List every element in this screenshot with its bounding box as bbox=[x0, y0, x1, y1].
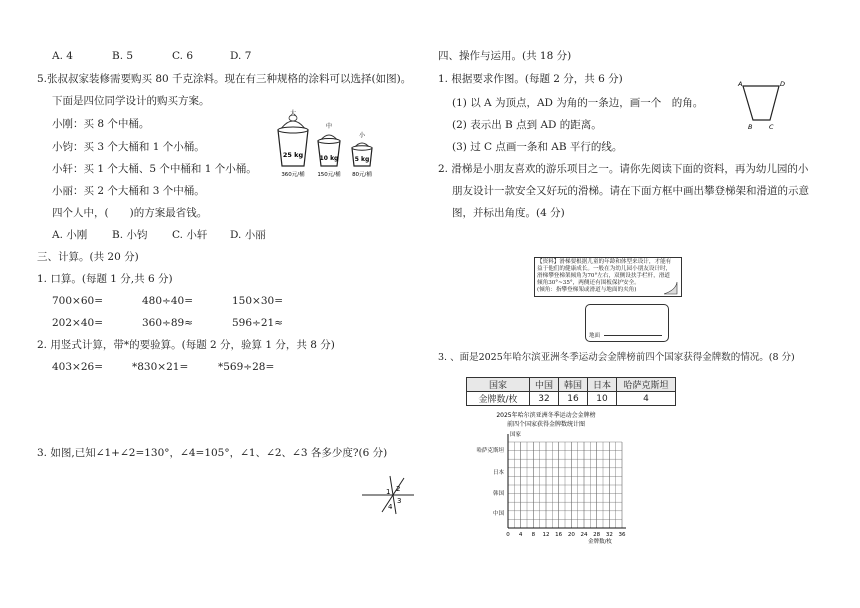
q5-question: 四个人中，( )的方案最省钱。 bbox=[52, 207, 208, 219]
vertical-item: *830×21= bbox=[132, 361, 189, 373]
ground-line bbox=[604, 335, 662, 336]
svg-text:3: 3 bbox=[397, 497, 402, 505]
paint-buckets-figure bbox=[270, 108, 388, 180]
oral-item: 202×40= bbox=[52, 317, 103, 329]
svg-text:小: 小 bbox=[358, 132, 366, 139]
q4-option-c: C. 6 bbox=[172, 50, 194, 62]
svg-text:D: D bbox=[780, 80, 786, 88]
oral-item: 150×30= bbox=[232, 295, 283, 307]
table-header-cell: 国家 bbox=[467, 378, 530, 392]
q5-plan-1: 小刚：买 8 个中桶。 bbox=[52, 118, 150, 130]
table-cell: 4 bbox=[617, 392, 676, 406]
oral-item: 480÷40= bbox=[142, 295, 193, 307]
svg-text:5 kg: 5 kg bbox=[354, 156, 370, 163]
tick-label: 16 bbox=[555, 532, 563, 538]
category-label: 日本 bbox=[492, 470, 504, 476]
oral-item: 360÷89≈ bbox=[142, 317, 193, 329]
drawing-task-3: (3) 过 C 点画一条和 AB 平行的线。 bbox=[452, 141, 623, 153]
q5-option-b: B. 小钧 bbox=[112, 229, 148, 241]
drawing-task-1: (1) 以 A 为顶点，AD 为角的一条边，画一个 的角。 bbox=[452, 97, 704, 109]
note-line: 【资料】滑梯要根据儿童的年龄和体型来设计，才能有 bbox=[537, 259, 672, 265]
chart-xlabel: 金牌数/枚 bbox=[588, 539, 612, 545]
q5-option-c: C. 小轩 bbox=[172, 229, 208, 241]
table-cell: 32 bbox=[530, 392, 559, 406]
q5-plan-3: 小轩：买 1 个大桶、5 个中桶和 1 个小桶。 bbox=[52, 163, 257, 175]
q5-plan-2: 小钧：买 3 个大桶和 1 个小桶。 bbox=[52, 141, 205, 153]
category-label: 韩国 bbox=[492, 491, 504, 497]
table-header-cell: 哈萨克斯坦 bbox=[617, 378, 676, 392]
slide-drawing-box[interactable] bbox=[585, 304, 669, 342]
slide-task-line-3: 图，并标出角度。(4 分) bbox=[452, 207, 565, 219]
svg-text:中: 中 bbox=[325, 123, 333, 130]
table-header-cell: 韩国 bbox=[559, 378, 588, 392]
vertical-item: *569÷28= bbox=[218, 361, 275, 373]
q4-option-d: D. 7 bbox=[230, 50, 252, 62]
oral-item: 596÷21≈ bbox=[232, 317, 283, 329]
svg-text:A: A bbox=[738, 80, 743, 88]
bucket-small bbox=[352, 131, 372, 178]
table-header-cell: 日本 bbox=[588, 378, 617, 392]
tick-label: 12 bbox=[542, 532, 550, 538]
table-row bbox=[467, 392, 676, 406]
trapezoid-figure bbox=[736, 76, 786, 132]
oral-calc-title: 1. 口算。(每题 1 分,共 6 分) bbox=[37, 273, 173, 285]
svg-text:1: 1 bbox=[386, 488, 391, 496]
tick-label: 24 bbox=[580, 532, 588, 538]
tick-label: 0 bbox=[506, 532, 510, 538]
q5-plan-4: 小丽：买 2 个大桶和 3 个中桶。 bbox=[52, 185, 205, 197]
table-cell: 10 bbox=[588, 392, 617, 406]
tick-label: 28 bbox=[593, 532, 601, 538]
oral-item: 700×60= bbox=[52, 295, 103, 307]
medal-table bbox=[466, 377, 676, 406]
drawing-task-title: 1. 根据要求作图。(每题 2 分，共 6 分) bbox=[438, 73, 623, 85]
svg-text:80元/桶: 80元/桶 bbox=[352, 172, 372, 178]
table-cell: 金牌数/枚 bbox=[467, 392, 530, 406]
svg-text:25 kg: 25 kg bbox=[282, 151, 304, 159]
svg-text:大: 大 bbox=[289, 110, 297, 117]
q4-option-a: A. 4 bbox=[52, 50, 73, 62]
q5-text: 5.张叔叔家装修需要购买 80 千克涂料。现在有三种规格的涂料可以选择(如图)。 bbox=[37, 73, 412, 85]
section-3-title: 三、计算。(共 20 分) bbox=[37, 251, 139, 263]
note-line: (倾角：指攀登梯架或滑道与地面的夹角) bbox=[537, 287, 637, 293]
category-label: 哈萨克斯坦 bbox=[476, 448, 504, 454]
note-line: 滑梯攀登梯架倾角为70°左右，双侧设扶手栏杆，滑道 bbox=[537, 273, 670, 279]
vertical-calc-title: 2. 用竖式计算，带*的要验算。(每题 2 分，验算 1 分，共 8 分) bbox=[37, 339, 335, 351]
slide-task-line-2: 朋友设计一款安全又好玩的滑梯。请在下面方框中画出攀登梯架和滑道的示意 bbox=[452, 185, 809, 197]
svg-text:B: B bbox=[748, 123, 753, 131]
vertical-item: 403×26= bbox=[52, 361, 103, 373]
drawing-task-2: (2) 表示出 B 点到 AD 的距离。 bbox=[452, 119, 602, 131]
note-line: 倾角30°~35°，两侧还有围板保护安全。 bbox=[537, 280, 640, 286]
medal-question: 3. 、面是2025年哈尔滨亚洲冬季运动会金牌榜前四个国家获得金牌数的情况。(8 分) bbox=[438, 352, 795, 363]
ground-label: 地面 bbox=[589, 332, 601, 339]
table-row bbox=[467, 378, 676, 392]
svg-text:2: 2 bbox=[396, 485, 401, 493]
tick-label: 4 bbox=[518, 532, 523, 538]
page-curl-icon bbox=[664, 282, 684, 298]
tick-label: 36 bbox=[618, 532, 626, 538]
table-cell: 16 bbox=[559, 392, 588, 406]
svg-text:4: 4 bbox=[388, 503, 393, 511]
bucket-large bbox=[278, 109, 308, 178]
chart-title: 2025年哈尔滨亚洲冬季运动会金牌榜 bbox=[496, 412, 596, 419]
tick-label: 20 bbox=[567, 532, 575, 538]
section-4-title: 四、操作与运用。(共 18 分) bbox=[438, 50, 572, 62]
angle-figure bbox=[360, 472, 416, 516]
q5-option-a: A. 小刚 bbox=[52, 229, 88, 241]
bucket-medium bbox=[317, 122, 341, 178]
svg-text:C: C bbox=[769, 123, 774, 131]
chart-ylabel: 国家 bbox=[510, 432, 522, 438]
slide-info-note bbox=[534, 257, 682, 297]
q5-intro: 下面是四位同学设计的购买方案。 bbox=[52, 95, 210, 107]
svg-text:360元/桶: 360元/桶 bbox=[281, 172, 305, 178]
svg-text:150元/桶: 150元/桶 bbox=[317, 172, 341, 178]
medal-bar-chart bbox=[460, 408, 630, 548]
q5-option-d: D. 小丽 bbox=[230, 229, 266, 241]
note-line: 益于他们的健康成长。一般在为幼儿园小朋友设计时， bbox=[537, 266, 672, 272]
tick-label: 8 bbox=[531, 532, 536, 538]
q4-option-b: B. 5 bbox=[112, 50, 134, 62]
angle-question: 3. 如图,已知∠1+∠2=130°，∠4=105°，∠1、∠2、∠3 各多少度?(6 分) bbox=[37, 447, 388, 459]
chart-subtitle: 前四个国家获得金牌数统计图 bbox=[506, 421, 586, 428]
tick-label: 32 bbox=[605, 532, 613, 538]
category-label: 中国 bbox=[492, 511, 504, 517]
svg-text:10 kg: 10 kg bbox=[319, 155, 339, 162]
slide-task-line-1: 2. 滑梯是小朋友喜欢的游乐项目之一。请你先阅读下面的资料，再为幼儿园的小 bbox=[438, 163, 809, 175]
table-header-cell: 中国 bbox=[530, 378, 559, 392]
